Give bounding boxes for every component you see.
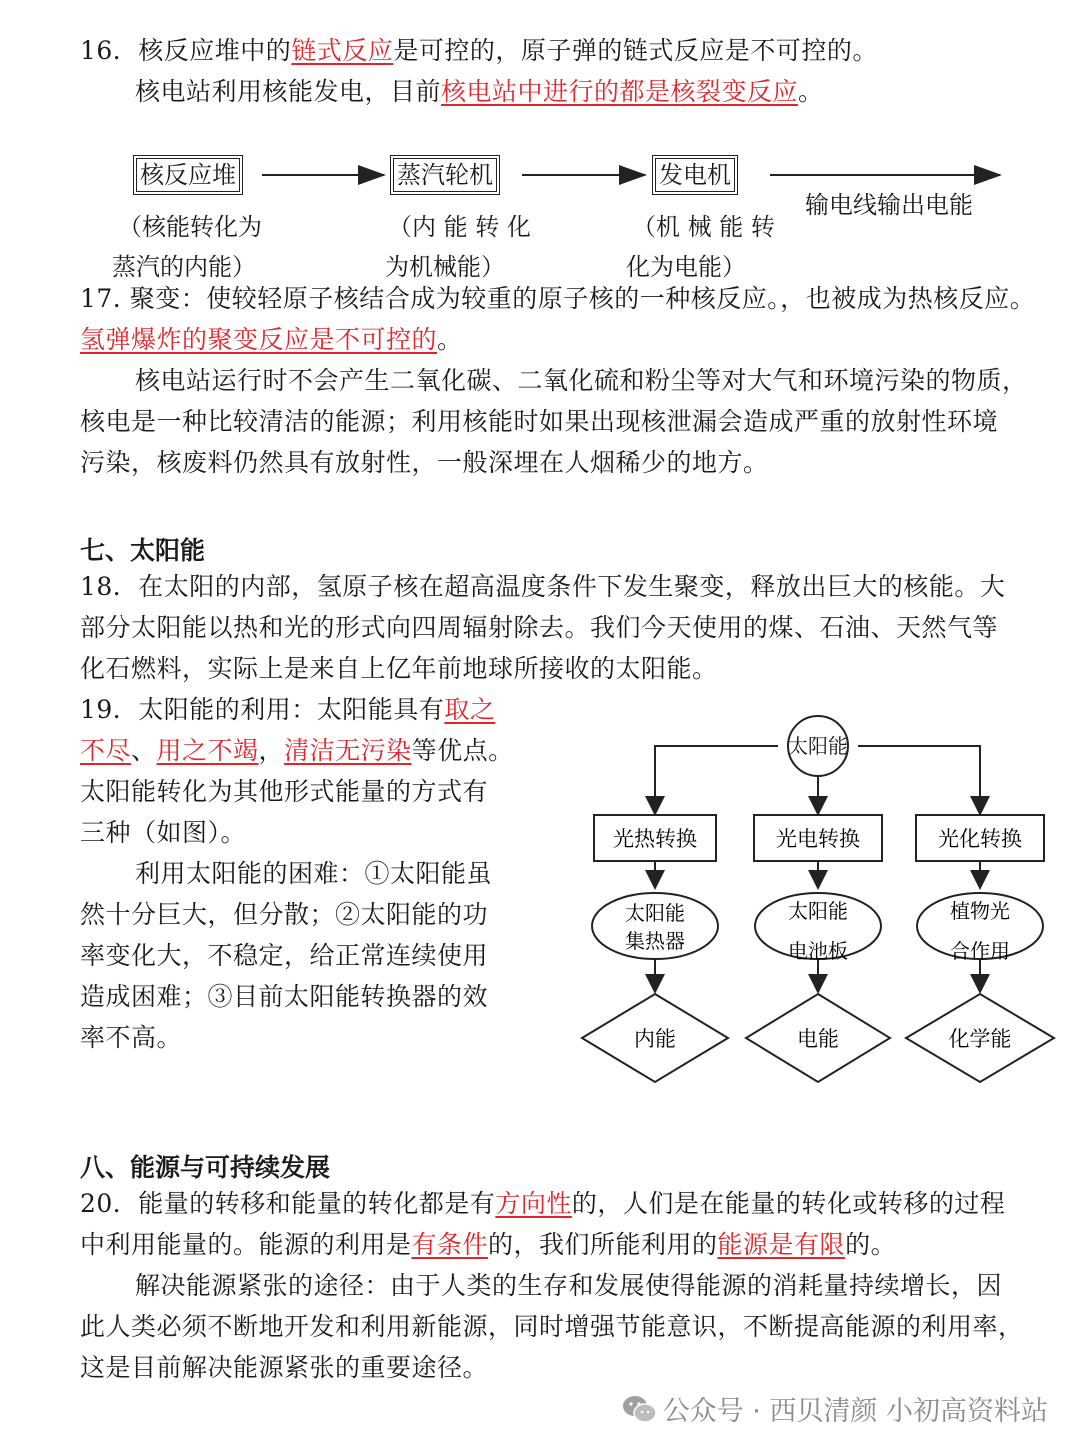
diamond-chemical-energy: 化学能 <box>948 1027 1012 1051</box>
device-ovals <box>592 893 1043 963</box>
caption-2b: 为机械能） <box>385 253 505 281</box>
text: 等优点。 <box>411 736 514 765</box>
s20-para-1: 解决能源紧张的途径：由于人类的生存和发展使得能源的消耗量持续增长，因 <box>135 1271 1003 1300</box>
text: 。 <box>798 77 824 106</box>
root-label: 太阳能 <box>788 734 848 758</box>
text: 的，人们是在能量的转化或转移的过程 <box>571 1189 1006 1218</box>
box-photothermal: 光热转换 <box>613 827 697 851</box>
s18-line-1: 18．在太阳的内部，氢原子核在超高温度条件下发生聚变，释放出巨大的核能。大 <box>80 572 1006 601</box>
caption-1a: （核能转化为 <box>118 213 262 241</box>
s18-line-3: 化石燃料，实际上是来自上亿年前地球所接收的太阳能。 <box>80 654 718 683</box>
text: 中利用能量的。能源的利用是 <box>80 1230 412 1259</box>
box-turbine: 蒸汽轮机 <box>393 158 497 192</box>
method-boxes <box>594 815 1044 861</box>
oval-3-line-2: 合作用 <box>950 939 1010 963</box>
s17-line-1: 17. 聚变：使较轻原子核结合成为较重的原子核的一种核反应。，也被成为热核反应。 <box>80 284 1036 313</box>
oval-2-line-2: 电池板 <box>788 939 848 963</box>
text: 的。 <box>845 1230 897 1259</box>
answer-fission: 核电站中进行的都是核裂变反应 <box>441 77 799 106</box>
root-node <box>788 716 848 776</box>
text: 、 <box>131 736 157 765</box>
box-photochemical: 光化转换 <box>938 827 1022 851</box>
s17-line-2 <box>80 325 463 355</box>
output-label: 输电线输出电能 <box>805 191 973 219</box>
s19-line-5: 利用太阳能的困难：①太阳能虽 <box>135 859 493 888</box>
box-generator: 发电机 <box>655 158 735 192</box>
s19-line-3: 太阳能转化为其他形式能量的方式有 <box>80 777 489 806</box>
energy-diamonds <box>582 994 1054 1082</box>
answer-fusion-uncontrolled: 氢弹爆炸的聚变反应是不可控的 <box>80 325 438 354</box>
s18-line-2: 部分太阳能以热和光的形式向四周辐射除去。我们今天使用的煤、石油、天然气等 <box>80 613 999 642</box>
s19-line-9: 率不高。 <box>80 1023 183 1052</box>
answer-clean: 清洁无污染 <box>284 736 412 765</box>
box-reactor: 核反应堆 <box>136 158 240 192</box>
solar-energy-diagram <box>570 700 1070 1090</box>
answer-limited: 能源是有限 <box>717 1230 846 1259</box>
wechat-icon <box>621 1393 657 1425</box>
answer-conditional: 有条件 <box>411 1230 489 1259</box>
s19-line-2 <box>80 736 514 766</box>
caption-3a: （机 械 能 转 <box>632 213 775 241</box>
caption-1b: 蒸汽的内能） <box>112 253 256 281</box>
oval-3-line-1: 植物光 <box>950 899 1010 923</box>
s20-para-2: 此人类必须不断地开发和利用新能源，同时增强节能意识，不断提高能源的利用率， <box>80 1312 1024 1341</box>
diamond-electric-energy: 电能 <box>797 1027 839 1051</box>
answer-inexhaustible-2: 不尽 <box>80 736 132 765</box>
answer-chain-reaction: 链式反应 <box>291 36 394 65</box>
s17-para-2: 核电是一种比较清洁的能源；利用核能时如果出现核泄漏会造成严重的放射性环境 <box>80 407 999 436</box>
oval-2-line-1: 太阳能 <box>788 899 848 923</box>
caption-2a: （内 能 转 化 <box>388 213 531 241</box>
text: 20．能量的转移和能量的转化都是有 <box>80 1189 496 1218</box>
text: ， <box>258 736 285 765</box>
answer-inexhaustible-1: 取之 <box>444 695 496 724</box>
text: 。 <box>437 325 463 354</box>
section-8-title: 八、能源与可持续发展 <box>80 1153 331 1182</box>
text: 16．核反应堆中的 <box>80 36 292 65</box>
watermark-text: 公众号 · 西贝清颜 小初高资料站 <box>662 1396 1048 1427</box>
s20-line-2 <box>80 1230 896 1260</box>
text: 的，我们所能利用的 <box>488 1230 718 1259</box>
text: 是可控的，原子弹的链式反应是不可控的。 <box>393 36 878 65</box>
s19-line-6: 然十分巨大，但分散；②太阳能的功 <box>80 900 489 929</box>
s17-para-1: 核电站运行时不会产生二氧化碳、二氧化硫和粉尘等对大气和环境污染的物质， <box>135 366 1028 395</box>
s20-line-1 <box>80 1189 1005 1219</box>
s19-line-8: 造成困难；③目前太阳能转换器的效 <box>80 982 489 1011</box>
watermark <box>621 1389 1048 1428</box>
box-photovoltaic: 光电转换 <box>776 827 860 851</box>
s19-line-1 <box>80 695 495 725</box>
s17-para-3: 污染，核废料仍然具有放射性，一般深埋在人烟稀少的地方。 <box>80 448 769 477</box>
text: 19．太阳能的利用：太阳能具有 <box>80 695 445 724</box>
oval-1-line-1: 太阳能 <box>625 901 685 925</box>
caption-3b: 化为电能） <box>626 253 746 281</box>
oval-1-line-2: 集热器 <box>625 929 685 953</box>
text: 核电站利用核能发电，目前 <box>135 77 442 106</box>
s19-line-7: 率变化大，不稳定，给正常连续使用 <box>80 941 489 970</box>
s20-para-3: 这是目前解决能源紧张的重要途径。 <box>80 1353 489 1382</box>
s19-line-4: 三种（如图）。 <box>80 818 247 847</box>
answer-unlimited: 用之不竭 <box>156 736 259 765</box>
answer-directional: 方向性 <box>495 1189 572 1218</box>
diamond-internal-energy: 内能 <box>634 1027 676 1051</box>
section-7-title: 七、太阳能 <box>80 536 206 565</box>
